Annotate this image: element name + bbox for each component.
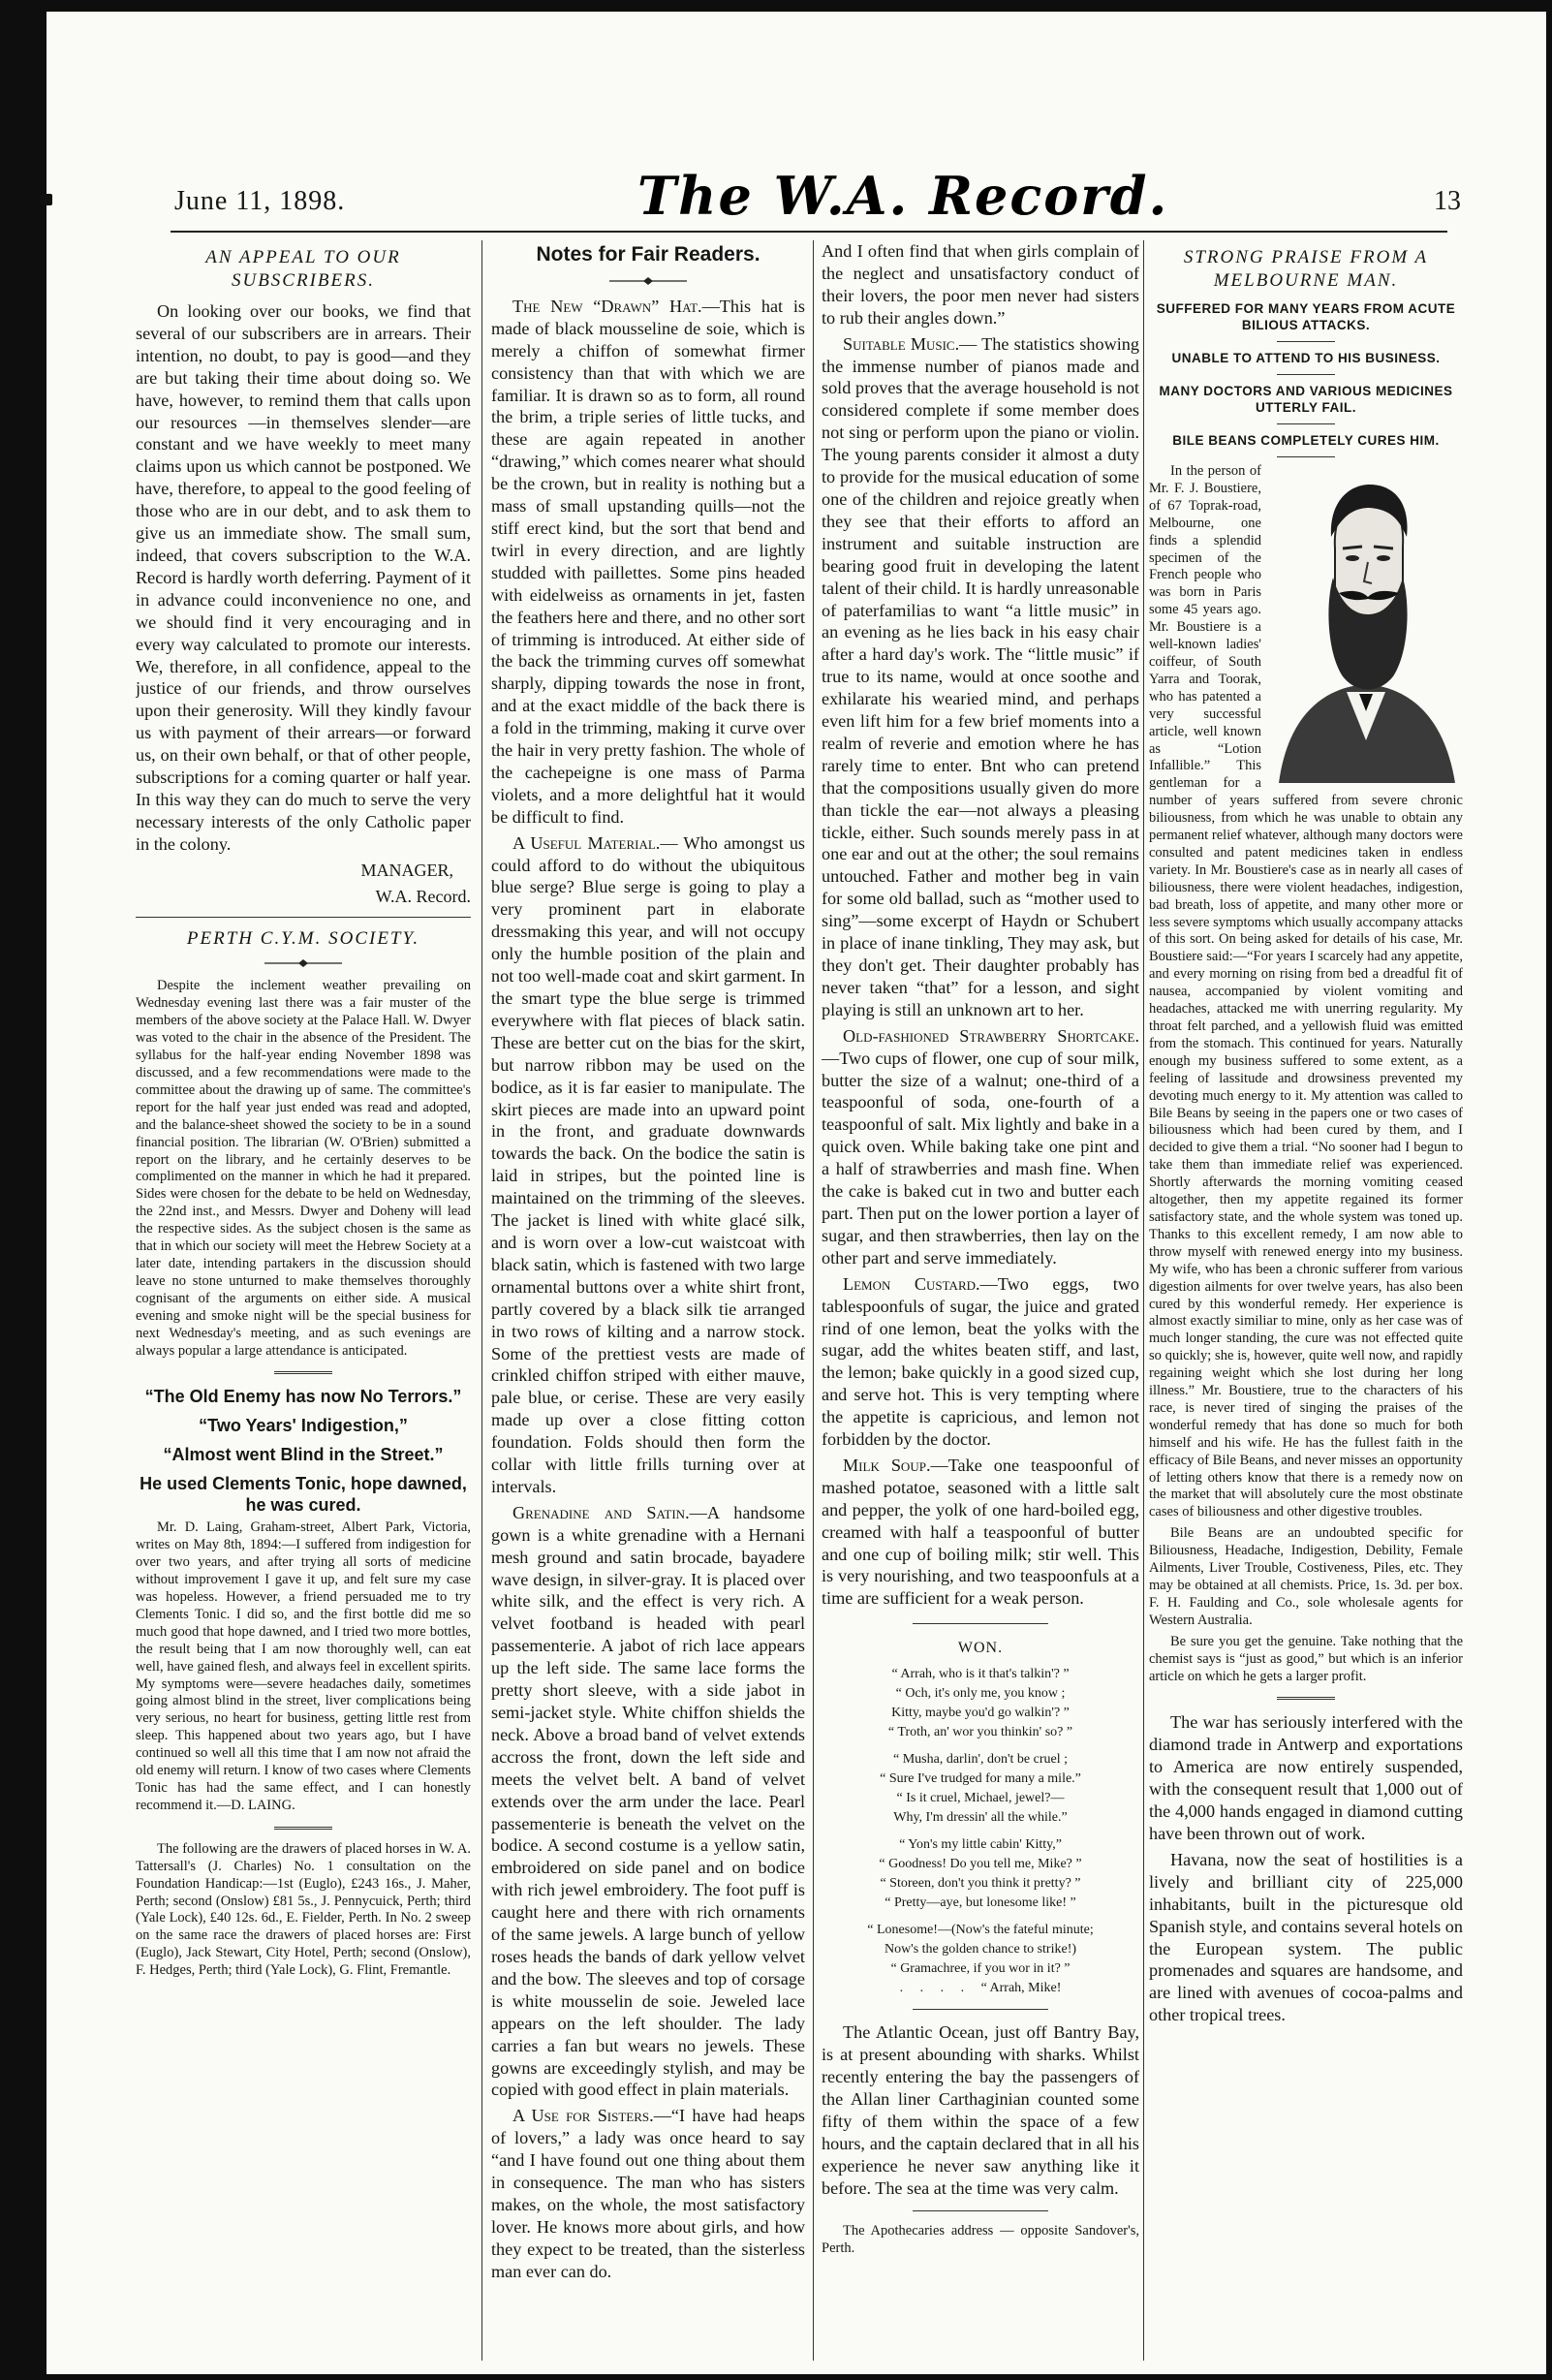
column-2 <box>491 240 805 2380</box>
article-paragraph: Grenadine and Satin.—A handsome gown is a white grenadine with a Hernani mesh ground and satin brocade, bayadere wave design, in silver-gray. It is placed over white silk, and the effect is very rich. A velvet footband is headed with pearl passementerie. A jabot of rich lace appears up the left side. The same lace forms the pretty short sleeve, with a side jabot in semi-jacket style. White chiffon shields the neck. Above a broad band of velvet extends accross the front, down the left side and meets the velvet belt. A band of velvet extends over the arm under the lace. Pearl passementerie is beneath the velvet on the bodice. A second costume is a yellow satin, embroidered on side panel and on bodice with rich jewel embroidery. The foot puff is caught here and there with rich ornaments of the same jewels. A large bunch of yellow roses heads the bands of dark yellow velvet and the bow. The sleeves and top of corsage is white mousselin de soie. Jeweled lace appears on the left shoulder. The lady carries a fan but wears no jewels. These gowns are exceedingly stylish, and may be copied with good effect in plain materials. <box>491 1502 805 2100</box>
apothecaries-notice: The Apothecaries address — opposite Sandover's, Perth. <box>822 2223 1139 2257</box>
appeal-body: On looking over our books, we find that several of our subscribers are in arrears. Their intention, no doubt, to pay is good—and they are but taking their time about doing so. We have, however, to remind them that calls upon our resources —in themselves slender—are constant and we have weekly to meet many claims upon us which cannot be postponed. We have, therefore, to appeal to the good feeling of those who are in our debt, and to ask them to give us an immediate show. The small sum, indeed, that covers subscription to the W.A. Record is hardly worth deferring. Payment of it in advance could inconvenience no one, and we should find it very encouraging and in every way calculated to promote our interests. We, therefore, in all confidence, appeal to the justice of our friends, and throw ourselves upon their generosity. Will they kindly favour us with payment of their arrears—or forward us, on their own behalf, or that of other people, subscriptions for a coming quarter or half year. In this way they can do much to serve the very necessary interests of the only Catholic paper in the colony. <box>136 301 471 854</box>
bile-beans-availability: Bile Beans are an undoubted specific for Biliousness, Headache, Indigestion, Debility, Female Ailments, Liver Trouble, Costiveness, Piles, etc. They may be obtained at all chemists. Price, 1s. 3d. per box. F. H. Faulding and Co., sole wholesale agents for Western Australia. <box>1149 1525 1463 1628</box>
article-paragraph: And I often find that when girls complain of the neglect and unsatisfactory conduct of their lovers, the poor men never had sisters to rub their angles down.” <box>822 241 1139 328</box>
section-rule <box>913 1623 1048 1624</box>
cym-body: Despite the inclement weather prevailing on Wednesday evening last there was a fair muster of the members of the above society at the Palace Hall. W. Dwyer was voted to the chair in the absence of the President. The syllabus for the half-year ending November 1898 was discussed, and a few recommendations were made to the committee about the drawing up of same. The committee's report for the half year just ended was read and adopted, and the balance-sheet showed the society to be in a sound financial position. The librarian (W. O'Brien) submitted a report on the library, and he certainly deserves to be complimented on the manner in which he had it prepared. Sides were chosen for the debate to be held on Wednesday, the 22nd inst., and Messrs. Dwyer and Doheny will lead the respective sides. As the subject chosen is the same as that in which our society will meet the Hebrew Society at a later date, intending partakers in the discussion should leave no stone unturned to make themselves thoroughly cognisant of the arguments on either side. A musical evening and smoke night will be the special business for next Wednesday's meeting, and as such evenings are always popular a large attendance is anticipated. <box>136 978 471 1359</box>
section-rule <box>913 2210 1048 2211</box>
ornament-divider <box>609 276 687 286</box>
poem-line: “ Troth, an' wor you thinkin' so? ” <box>887 1725 1073 1740</box>
poem-line: “ Is it cruel, Michael, jewel?— <box>896 1791 1065 1806</box>
diamond-trade-item: The war has seriously interfered with the diamond trade in Antwerp and exportations to America are now entirely suspended, with the consequent result that 1,000 out of the 4,000 hands engaged in diamond cutting have been thrown out of work. <box>1149 1712 1463 1843</box>
bile-beans-subhead: BILE BEANS COMPLETELY CURES HIM. <box>1172 433 1440 448</box>
atlantic-item: The Atlantic Ocean, just off Bantry Bay, is at present abounding with sharks. Whilst recently entering the bay the passengers of the Allan liner Carthaginian counted some fifty of them within the space of a few hours, and the captain declared that in all his experience he never saw anything like it before. The sea at the time was very calm. <box>822 2022 1139 2198</box>
tonic-ad-subhead: He used Clements Tonic, hope dawned, he was cured. <box>140 1474 467 1516</box>
column-rule <box>813 240 814 2361</box>
poem-line: “ Yon's my little cabin' Kitty,” <box>899 1837 1062 1853</box>
havana-item: Havana, now the seat of hostilities is a lively and brilliant city of 225,000 inhabitants, built in the picturesque old Spanish style, and contains several hotels on the European system. The public promenades and squares are handsome, and are lined with avenues of cocoa-palms and other tropical trees. <box>1149 1849 1463 2025</box>
poem-line: “ Pretty—aye, but lonesome like! ” <box>885 1895 1076 1911</box>
tonic-ad-subhead: “Two Years' Indigestion,” <box>199 1416 408 1436</box>
tonic-ad-body: Mr. D. Laing, Graham-street, Albert Park, Victoria, writes on May 8th, 1894:—I suffered from indigestion for over two years, and after trying all sorts of medicine without improvement I gave it up, and felt sure my case was hopeless. However, a friend persuaded me to try Clements Tonic. I did so, and the first bottle did me so much good that hope dawned, and I tried two more bottles, the result being that I am now thoroughly well, can eat well, have gained flesh, and always feel in excellent spirits. My symptoms were—severe headaches daily, sometimes going almost blind in the street, liver complications being very serious, no heart for business, getting little rest from sleep. This happened about two years ago, but I have continued so well all this time that I am now not afraid the old enemy will return. I know of two cases where Clements Tonic has had the same effect, and I can honestly recommend it.—D. LAING. <box>136 1519 471 1813</box>
poem-line: Kitty, maybe you'd go walkin'? ” <box>891 1706 1070 1721</box>
section-rule <box>1277 423 1335 424</box>
paragraph-lead: Milk Soup. <box>843 1455 931 1475</box>
sweep-drawers-notice: The following are the drawers of placed horses in W. A. Tattersall's (J. Charles) No. 1 consultation on the Foundation Handicap:—1st (Euglo), £243 16s., J. Maher, Perth; second (Onslow) £81 5s., J. Pennycuick, Perth; third (Yale Lock), £40 12s. 6d., E. Fielder, Perth. In No. 2 sweep on the same race the drawers of placed horses are: First (Euglo), Jack Stewart, City Hotel, Perth; second (Onslow), F. Hedges, Perth; third (Yale Lock), G. Flint, Fremantle. <box>136 1840 471 1979</box>
paragraph-lead: A Use for Sisters. <box>512 2106 654 2126</box>
column-rule <box>1143 240 1144 2361</box>
paragraph-lead: A Useful Material. <box>512 832 661 853</box>
appeal-signature-paper: W.A. Record. <box>375 886 471 906</box>
paragraph-lead: Lemon Custard. <box>843 1273 980 1294</box>
column-3 <box>822 240 1139 2380</box>
tonic-ad-headline: “The Old Enemy has now No Terrors.” <box>144 1387 462 1407</box>
bile-beans-subhead: UNABLE TO ATTEND TO HIS BUSINESS. <box>1171 351 1441 365</box>
fair-readers-heading: Notes for Fair Readers. <box>536 243 760 266</box>
article-paragraph: A Useful Material.— Who amongst us could afford to do without the ubiquitous blue serge? Blue serge is going to play a very prominent part in elaborate dressmaking this year, and will not occupy only the humble position of the plain and not too well-made coat and skirt garment. In the smart type the blue serge is trimmed everywhere with flat pieces of black satin. These are better cut on the bias for the skirt, but narrow ribbon may be used on the bodice, as it is far easier to manipulate. The skirt pieces are made into an upward point in the front, and graduate downwards towards the back. On the bodice the satin is laid in stripes, but the pointed line is maintained on the trimming of the sleeves. The jacket is lined with white glacé silk, and is worn over a low-cut waistcoat with black satin, which is fastened with two large ornamental buttons over a white shirt front, partly covered by a black silk tie arranged in two rows of kilting and a narrow stock. Some of the prettiest vests are made of crinkled chiffon striped with either mauve, pale blue, or cerise. These are very easily made up over a close fitting cotton foundation. Folds should then form the collar with little frills turning over at intervals. <box>491 832 805 1496</box>
appeal-heading: AN APPEAL TO OUR SUBSCRIBERS. <box>205 247 401 291</box>
issue-date: June 11, 1898. <box>174 186 346 216</box>
poem-line: . . . . “ Arrah, Mike! <box>899 1981 1062 1996</box>
column-1 <box>136 240 471 2380</box>
poem-line: “ Lonesome!—(Now's the fateful minute; <box>867 1923 1094 1938</box>
paragraph-lead: Suitable Music. <box>843 333 960 354</box>
masthead <box>47 165 1500 233</box>
section-rule <box>1277 374 1335 375</box>
poem-line: “ Sure I've trudged for many a mile.” <box>880 1771 1081 1787</box>
section-rule <box>274 1827 332 1830</box>
section-rule <box>1277 1697 1335 1700</box>
ornament-divider <box>264 958 342 968</box>
poem-line: “ Musha, darlin', don't be cruel ; <box>893 1752 1068 1768</box>
poem-title: WON. <box>957 1640 1004 1657</box>
cym-heading: PERTH C.Y.M. SOCIETY. <box>186 928 420 950</box>
article-paragraph: Lemon Custard.—Two eggs, two tablespoonfuls of sugar, the juice and grated rind of one lemon, beat the yolks with the sugar, add the whites beaten stiff, and last, the lemon; bake quickly in a good sized cup, and serve hot. This is very tempting where the appetite is capricious, and lemon not forbidden by the doctor. <box>822 1273 1139 1450</box>
article-paragraph: A Use for Sisters.—“I have had heaps of lovers,” a lady was once heard to say “and I have found out one thing about them in consequence. The man who has sisters makes, on the whole, the most satisfactory lover. He knows more about girls, and how they expect to be treated, than the sisterless man ever can do. <box>491 2106 805 2281</box>
bile-beans-subhead: SUFFERED FOR MANY YEARS FROM ACUTE BILIOUS ATTACKS. <box>1156 301 1456 332</box>
article-paragraph: Milk Soup.—Take one teaspoonful of mashed potatoe, seasoned with a little salt and pepper, the yolk of one hard-boiled egg, creamed with half a teaspoonful of butter and one cup of boiling milk; stir well. This is very nourishing, and two teaspoonfuls at a time are sufficient for a weak person. <box>822 1455 1139 1609</box>
section-rule <box>1277 341 1335 342</box>
article-paragraph: Suitable Music.— The statistics showing the immense number of pianos made and sold proves that the average household is not considered complete if some member does not sing or perform upon the piano or violin. The young parents consider it almost a duty to provide for the musical education of some one of the children and rejoice greatly when they see that their efforts to afford an instrument and suitable instruction are bearing good fruit in developing the latent talent of their child. It is hardly unreasonable of paterfamilias to want “a little music” in an evening as he lies back in his easy chair after a hard day's work. The “little music” if true to its name, would at once soothe and exhilarate his wearied mind, and perhaps even lift him for a few brief moments into a realm of reverie and emotion where he has rarely time to enter. Bnt who can pretend that the compositions usually given do more than tickle the ear—not always a pleasing tickle, either. Such sounds merely pass in at one ear and out at the other; the soul remains untouched. Father and mother beg in vain for some old ballad, such as “mother used to sing”—some excerpt of Haydn or Schubert in place of inane tinkling, They may ask, but they don't get. Their daughter probably has never taken “that” for a lesson, and sight playing is still an unknown art to her. <box>822 333 1139 1019</box>
section-rule <box>274 1371 332 1374</box>
newspaper-title: The W.A. Record. <box>637 165 1169 227</box>
poem-line: “ Och, it's only me, you know ; <box>895 1686 1066 1702</box>
bile-beans-testimonial: In the person of Mr. F. J. Boustiere, of 67 Toprak-road, Melbourne, one finds a splendid specimen of the French people who was born in Paris some 45 years ago. Mr. Boustiere is a well-known ladies' coiffeur, of South Yarra and Toorak, who has patented a very successful article, well known as “Lotion Infallible.” This gentleman for a number of years suffered from severe chronic biliousness, from which he was unable to obtain any permanent relief whatever, although many doctors were consulted and patent medicines taken in endless variety. In Mr. Boustiere's case as in nearly all cases of biliousness, there were violent headaches, indigestion, bad breath, loss of appetite, and many other more or less severe symptoms which usually accompany attacks of this sort. On being asked for details of his case, Mr. Boustiere said:—“For years I scarcely had any appetite, and every morning on rising from bed a dreadful fit of nausea, accompanied by violent vomiting and headaches, attacked me with unerring regularity. My throat felt parched, and a yellowish fluid was emitted from the stomach. This continued for years. Naturally enough my business suffered to some extent, as a feeling of lassitude and drowsiness prevented my devoting much energy to it. My attention was called to Bile Beans by seeing in the papers one or two cases of biliousness which had been cured by them, and I decided to give them a trial. “No sooner had I begun to take them than immediate relief was experienced. Shortly afterwards the morning vomiting ceased altogether, then my appetite regained its former satisfactory state, and the whole system was toned up. Thanks to this excellent remedy, I am now able to throw myself with renewed energy into my business. My wife, who has been a chronic sufferer from various digestion ailments for over twelve years, has also been cured by this wonderful remedy. Her experience is almost exactly similiar to mine, only as her case was of much longer standing, the cure was not effected quite so quickly; she is, however, quite well now, and rapidly regaining weight which she lost during her long illness.” Mr. Boustiere, true to the characters of his race, is never tired of singing the praises of the wonderful remedy that has done so much for both himself and his wife. He has the fullest faith in the efficacy of Bile Beans, and never misses an opportunity of letting others know that there is a remedy now on the market that will absolutely cure the most obstinate cases of biliousness and other digestive troubles. <box>1149 463 1463 1520</box>
bile-beans-subhead: MANY DOCTORS AND VARIOUS MEDICINES UTTERLY FAIL. <box>1159 384 1453 415</box>
paragraph-lead: The New “Drawn” Hat. <box>512 296 702 316</box>
appeal-signature-manager: MANAGER, <box>360 860 453 880</box>
poem-line: Why, I'm dressin' all the while.” <box>893 1810 1068 1826</box>
poem-line: Now's the golden chance to strike!) <box>884 1942 1077 1957</box>
poem-line: “ Gramachree, if you wor in it? ” <box>890 1961 1071 1977</box>
paragraph-lead: Old-fashioned Strawberry Shortcake. <box>843 1025 1139 1046</box>
poem-line: “ Arrah, who is it that's talkin'? ” <box>891 1667 1070 1682</box>
tonic-ad-subhead: “Almost went Blind in the Street.” <box>163 1445 444 1465</box>
poem-line: “ Goodness! Do you tell me, Mike? ” <box>879 1857 1082 1872</box>
bile-beans-heading: STRONG PRAISE FROM A MELBOURNE MAN. <box>1183 247 1429 291</box>
paragraph-lead: Grenadine and Satin. <box>512 1502 690 1522</box>
section-rule <box>136 917 471 918</box>
masthead-rule <box>171 231 1447 233</box>
poem-line: “ Storeen, don't you think it pretty? ” <box>880 1876 1081 1892</box>
poem-line <box>822 1914 1139 1920</box>
poem-line <box>822 1743 1139 1749</box>
section-rule <box>913 2009 1048 2010</box>
section-rule <box>1277 456 1335 457</box>
column-rule <box>481 240 482 2361</box>
page-number: 13 <box>1434 186 1461 216</box>
bile-beans-caution: Be sure you get the genuine. Take nothing that the chemist says is “just as good,” but which is an inferior article on which he gets a larger profit. <box>1149 1633 1463 1684</box>
column-4 <box>1149 240 1463 2380</box>
poem-won <box>822 1666 1139 1997</box>
article-paragraph: The New “Drawn” Hat.—This hat is made of black mousseline de soie, which is merely a chiffon of somewhat firmer consistency than that with which we are familiar. It is drawn so as to form, all round the brim, a triple series of little tucks, and these are again repeated in another “drawing,” which comes nearer what should be the crown, but in reality is nothing but a mass of small upstanding quills—not the stiff erect kind, but the sort that bend and twirl in every direction, and are lightly studded with paillettes. Some pins headed with eidelweiss as ornaments in jet, fasten the feathers here and there, and no other sort of trimming is introduced. At either side of the back the trimming curves off somewhat sharply, dipping towards the nose in front, and at the exact middle of the back there is a fold in the trimming, making it curve over the hair in very pretty fashion. The whole of the cachepeigne is one mass of Parma violets, and a more delightful hat it would be difficult to find. <box>491 296 805 827</box>
article-paragraph: Old-fashioned Strawberry Shortcake.—Two cups of flower, one cup of sour milk, butter the size of a walnut; one-third of a teaspoonful of soda, one-fourth of a teaspoonful of salt. Mix lightly and bake in a quick oven. While baking take one pint and a half of strawberries and mash fine. When the cake is baked cut in two and butter each part. Then put on the lower portion a layer of sugar, and then strawberries, then lay on the other part and serve immediately. <box>822 1025 1139 1268</box>
poem-line <box>822 1829 1139 1834</box>
portrait-illustration <box>1269 469 1463 783</box>
